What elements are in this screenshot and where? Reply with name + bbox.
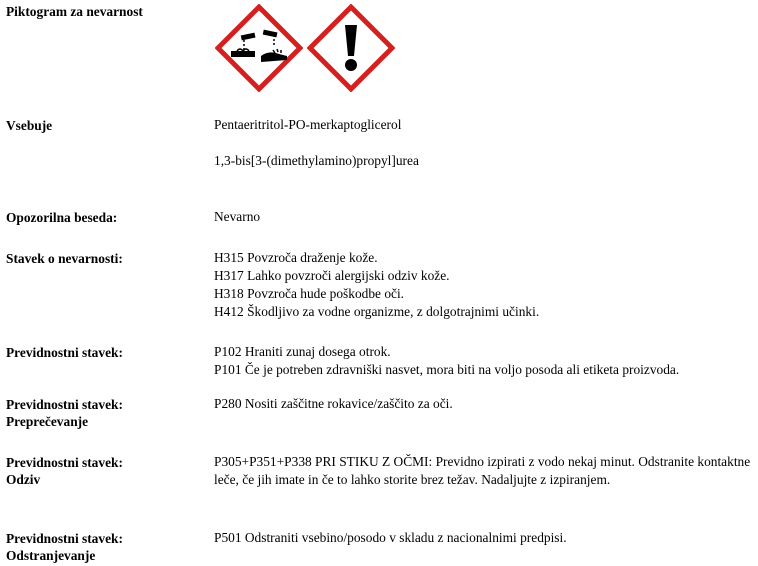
precautionary-response-block [214,453,754,489]
precautionary-disposal-text: P501 Odstraniti vsebino/posodo v skladu z nacionalnimi predpisi. [214,530,567,545]
hazard-statement: H412 Škodljivo za vodne organizme, z dolgotrajnimi učinki. [214,304,540,319]
hazard-pictograms [215,4,395,92]
label-line: Preprečevanje [6,414,89,429]
hazard-statements-label: Stavek o nevarnosti: [6,251,123,266]
hazard-statement: H317 Lahko povzroči alergijski odziv kože. [214,268,450,283]
hazard-statement: H315 Povzroča draženje kože. [214,250,378,265]
pictogram-label: Piktogram za nevarnost [6,4,143,19]
exclamation-mark-ghs07-icon [307,4,395,92]
hazard-statement: H318 Povzroča hude poškodbe oči. [214,286,405,301]
contains-item: Pentaeritritol-PO-merkaptoglicerol [214,117,402,132]
precautionary-disposal-label [6,530,123,564]
label-line: Previdnostni stavek: [6,455,123,470]
label-line: Previdnostni stavek: [6,531,123,546]
precautionary-general-label: Previdnostni stavek: [6,345,123,360]
label-line: Odstranjevanje [6,548,96,563]
signal-word-label: Opozorilna beseda: [6,210,118,225]
contains-list [214,116,419,170]
signal-word-value: Nevarno [214,209,261,224]
precautionary-statement: P101 Če je potreben zdravniški nasvet, mora biti na voljo posoda ali etiketa proizvoda. [214,362,680,377]
precautionary-general-list [214,343,679,379]
label-line: Previdnostni stavek: [6,397,123,412]
contains-label: Vsebuje [6,118,53,133]
label-line: Odziv [6,472,41,487]
precautionary-prevention-label [6,396,123,430]
corrosion-ghs05-icon [215,4,303,92]
hazard-statements-list [214,249,539,321]
precautionary-statement: P102 Hraniti zunaj dosega otrok. [214,344,391,359]
precautionary-response-text: P305+P351+P338 PRI STIKU Z OČMI: Previdno izpirati z vodo nekaj minut. Odstranite kontaktne leče, če jih imate in če to lahko storite brez težav. Nadaljujte z izpiranjem. [214,454,751,487]
precautionary-prevention-text: P280 Nositi zaščitne rokavice/zaščito za oči. [214,396,453,411]
precautionary-response-label [6,454,123,488]
contains-item: 1,3-bis[3-(dimethylamino)propyl]urea [214,153,419,168]
